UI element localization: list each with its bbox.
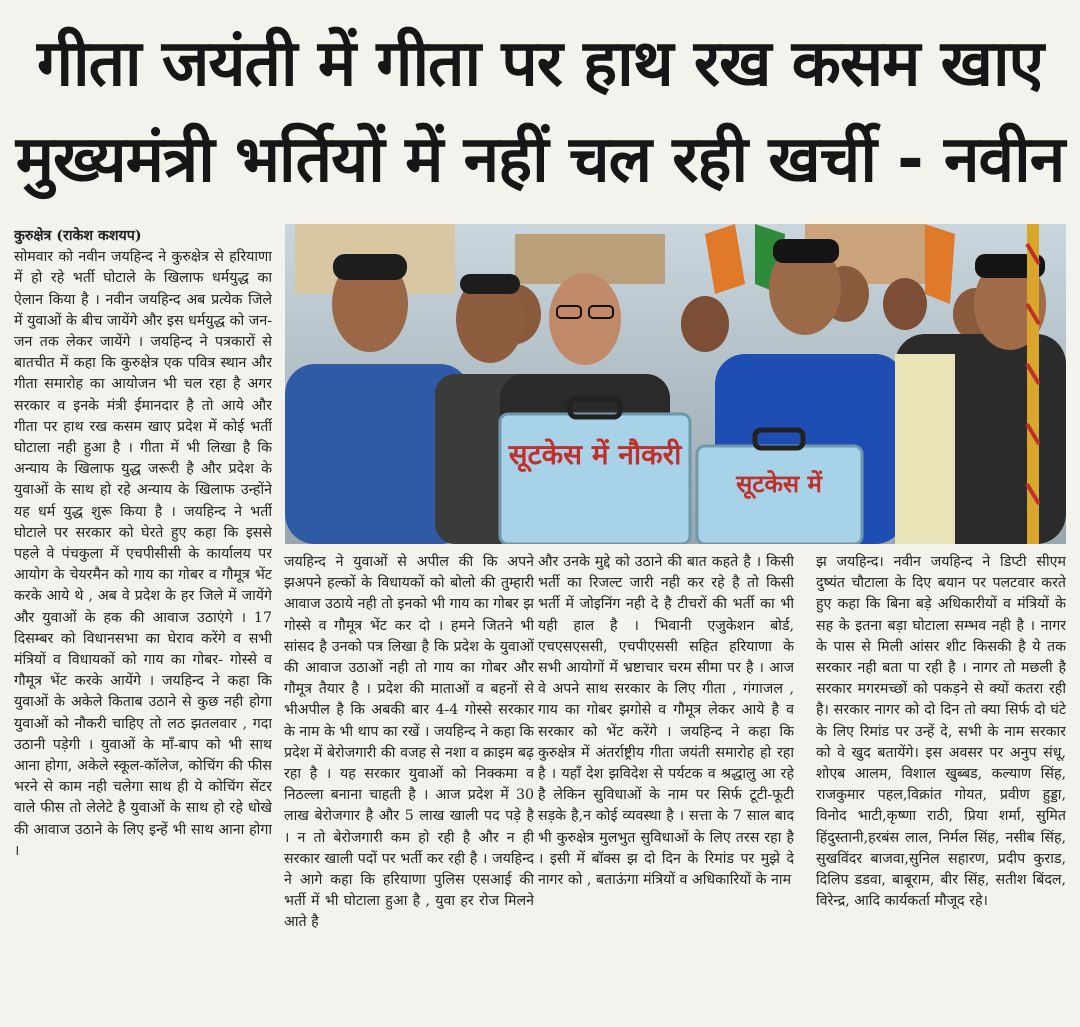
article-column-3: [538, 552, 794, 1012]
column-3-text: और उनके मुद्दे को उठाने की बात कहते है । किसी भर्ती का रिजल्ट जारी नही कर रहे है तो किसी भर्ती में जोइनिंग नही दे है टीचरों की भर्ती का भी यही हाल है । भिवानी एजुकेशन बोर्ड, एचएसएससी, एचपीएससी सहित हरियाणा के सभी आयोगों में भ्रष्टाचार चरम सीमा पर है । आज वे अपने साथ सरकार के लिए गीता , गंगाजल , गाय का गोबर झगोसे व गौमूत्र लेकर आये है व सरकार को भेंट करेंगे । जयहिन्द ने कहा कि कुरुक्षेत्र में अंतर्राष्ट्रीय गीता जयंती समारोह हो रहा है । यहाँ देश झविदेश से पर्यटक व श्रद्धालु आ रहे है लेकिन सुविधाओं के नाम पर सिर्फ टूटी-फूटी सड़के है,न कोई व्यवस्था है । सत्ता के 7 साल बाद भी कुरुक्षेत्र मुलभुत सुविधाओं के लिए तरस रहा है । इसी में बॉक्स झ दो दिन के रिमांड पर मुझे दे नागर को , बताऊंगा मंत्रियों व अधिकारियों के नाम: [538, 554, 794, 889]
news-photo: [285, 224, 1066, 544]
article-column-2: [284, 552, 534, 1012]
headline-line-1: गीता जयंती में गीता पर हाथ रख कसम खाए: [36, 27, 1044, 101]
column-1-text: सोमवार को नवीन जयहिन्द ने कुरुक्षेत्र से हरियाणा में हो रहे भर्ती घोटाले के खिलाफ धर्मयुद्ध का ऐलान किया है । नवीन जयहिन्द अब प्रत्येक जिले में युवाओं के बीच जायेंगे और इस धर्मयुद्ध को जन- जन तक लेकर जायेंगे । जयहिन्द ने पत्रकारों से बातचीत में कहा कि कुरुक्षेत्र एक पवित्र स्थान और गीता समारोह का आयोजन भी चल रहा है अगर सरकार व इनके मंत्री ईमानदार है तो आये और गीता पर हाथ रख कसम खाए प्रदेश में कोई भर्ती घोटाला नही हुआ है । गीता में भी लिखा है कि अन्याय के खिलाफ युद्ध जरूरी है और प्रदेश के युवाओं के साथ हो रहे अन्याय के खिलाफ उन्होंने यह धर्म युद्ध शुरू किया है । जयहिन्द ने भर्ती घोटाले पर सरकार को घेरते हुए कहा कि इससे पहले वे पंचकुला में एचपीसीसी के कार्यालय पर आयोग के चेयरमैन को गाय का गोबर व गौमूत्र भेंट करके आये थे , अब वे प्रदेश के हर जिले में जायेंगे और युवाओं के हक की आवाज उठाएंगे । 17 दिसम्बर को विधानसभा का घेराव करेंगे व सभी मंत्रियों व विधायकों को गाय का गोबर- गोस्से व गौमूत्र भेंट करके आयेंगे । जयहिन्द ने कहा कि युवाओं के अकेले किताब उठाने से कुछ नही होगा युवाओं को नौकरी चाहिए तो लठ झतलवार , गदा उठानी पड़ेगी । युवाओं के माँ-बाप को भी साथ आना होगा, अकेले स्कूल-कॉलेज, कोचिंग की फीस भरने से काम नही चलेगा साथ ही ये कोचिंग सेंटर वाले फीस तो लेलेटे है युवाओं के साथ हो रहे धोखे की आवाज उठाने के लिए इन्हें भी साथ आना होगा ।: [14, 249, 272, 859]
suitcase-right-label: सूटकेस में: [736, 470, 822, 498]
column-2-text: जयहिन्द ने युवाओं से अपील की कि अपने झअपने हल्कों के विधायकों को बोलो की तुम्हारी आवाज उठाये नही तो इनको भी गाय का गोबर झ गोस्से व गौमूत्र भेंट कर दो । हमने जितने भी सांसद है उनको पत्र लिखा है कि प्रदेश के युवाओं की आवाज उठाओं नही तो गाय का गोबर और गौमूत्र तैयार है । प्रदेश की माताओं व बहनों से भीअपील है कि अबकी बार 4-4 गोस्से सरकार के नाम के भी थाप का रखें । जयहिन्द ने कहा कि प्रदेश में बेरोजगारी की वजह से नशा व क्राइम बढ़ रहा है । यह सरकार युवाओं को निक्कमा व निठल्ला बनाना चाहती है । आज प्रदेश में 30 लाख बेरोजगार है और 5 लाख खाली पद पड़े है । न तो बेरोजगारी कम हो रही है और न ही सरकार खाली पदों पर भर्ती कर रही है । जयहिन्द ने आगे कहा कि हरियाणा पुलिस एसआई की भर्ती में भी घोटाला हुआ है , युवा हर रोज मिलने आते है: [284, 554, 534, 931]
suitcase-left-label: सूटकेस में नौकरी: [508, 438, 682, 471]
protest-photo-illustration: [285, 224, 1066, 544]
column-4-text: झ जयहिन्द। नवीन जयहिन्द ने डिप्टी सीएम दुष्यंत चौटाला के दिए बयान पर पलटवार करते हुए कहा कि बिना बड़े अधिकारीयों व मंत्रियों के सह के इतना बड़ा घोटाला सम्भव नही है । नागर के पास से मिली आंसर शीट किसकी है ये तक सरकार नही बता पा रही है । नागर तो मछली है सरकार मगरमच्छों को पकड़ने से क्यों कतरा रही है। सरकार नागर को दो दिन तो क्या सिर्फ दो घंटे के लिए रिमांड पर उन्हें दे, सभी के नाम सरकार को वे खुद बतायेंगे। इस अवसर पर अनुप संधू, शोएब आलम, विशाल खुब्बड, कल्याण सिंह, राजकुमार पहल,विक्रांत गोयत, प्रवीण हुड्डा, विनोद भाटी,कृष्णा राठी, प्रिया शर्मा, सुमित हिंदुस्तानी,हरबंस लाल, निर्मल सिंह, नसीब सिंह, सुखविंदर बाजवा,सुनिल सहारण, प्रदीप कुराड, दिलिप डडवा, बाबूराम, बीर सिंह, सतीश बिंदल, विरेन्द्र, आदि कार्यकर्ता मौजूद रहे।: [816, 554, 1066, 910]
byline: कुरुक्षेत्र (राकेश कशयप): [14, 228, 142, 244]
headline-line-2: मुख्यमंत्री भर्तियों में नहीं चल रही खर्ची - नवीन: [15, 123, 1065, 197]
article-column-1: [14, 226, 272, 1016]
article-column-4: [816, 552, 1066, 1012]
